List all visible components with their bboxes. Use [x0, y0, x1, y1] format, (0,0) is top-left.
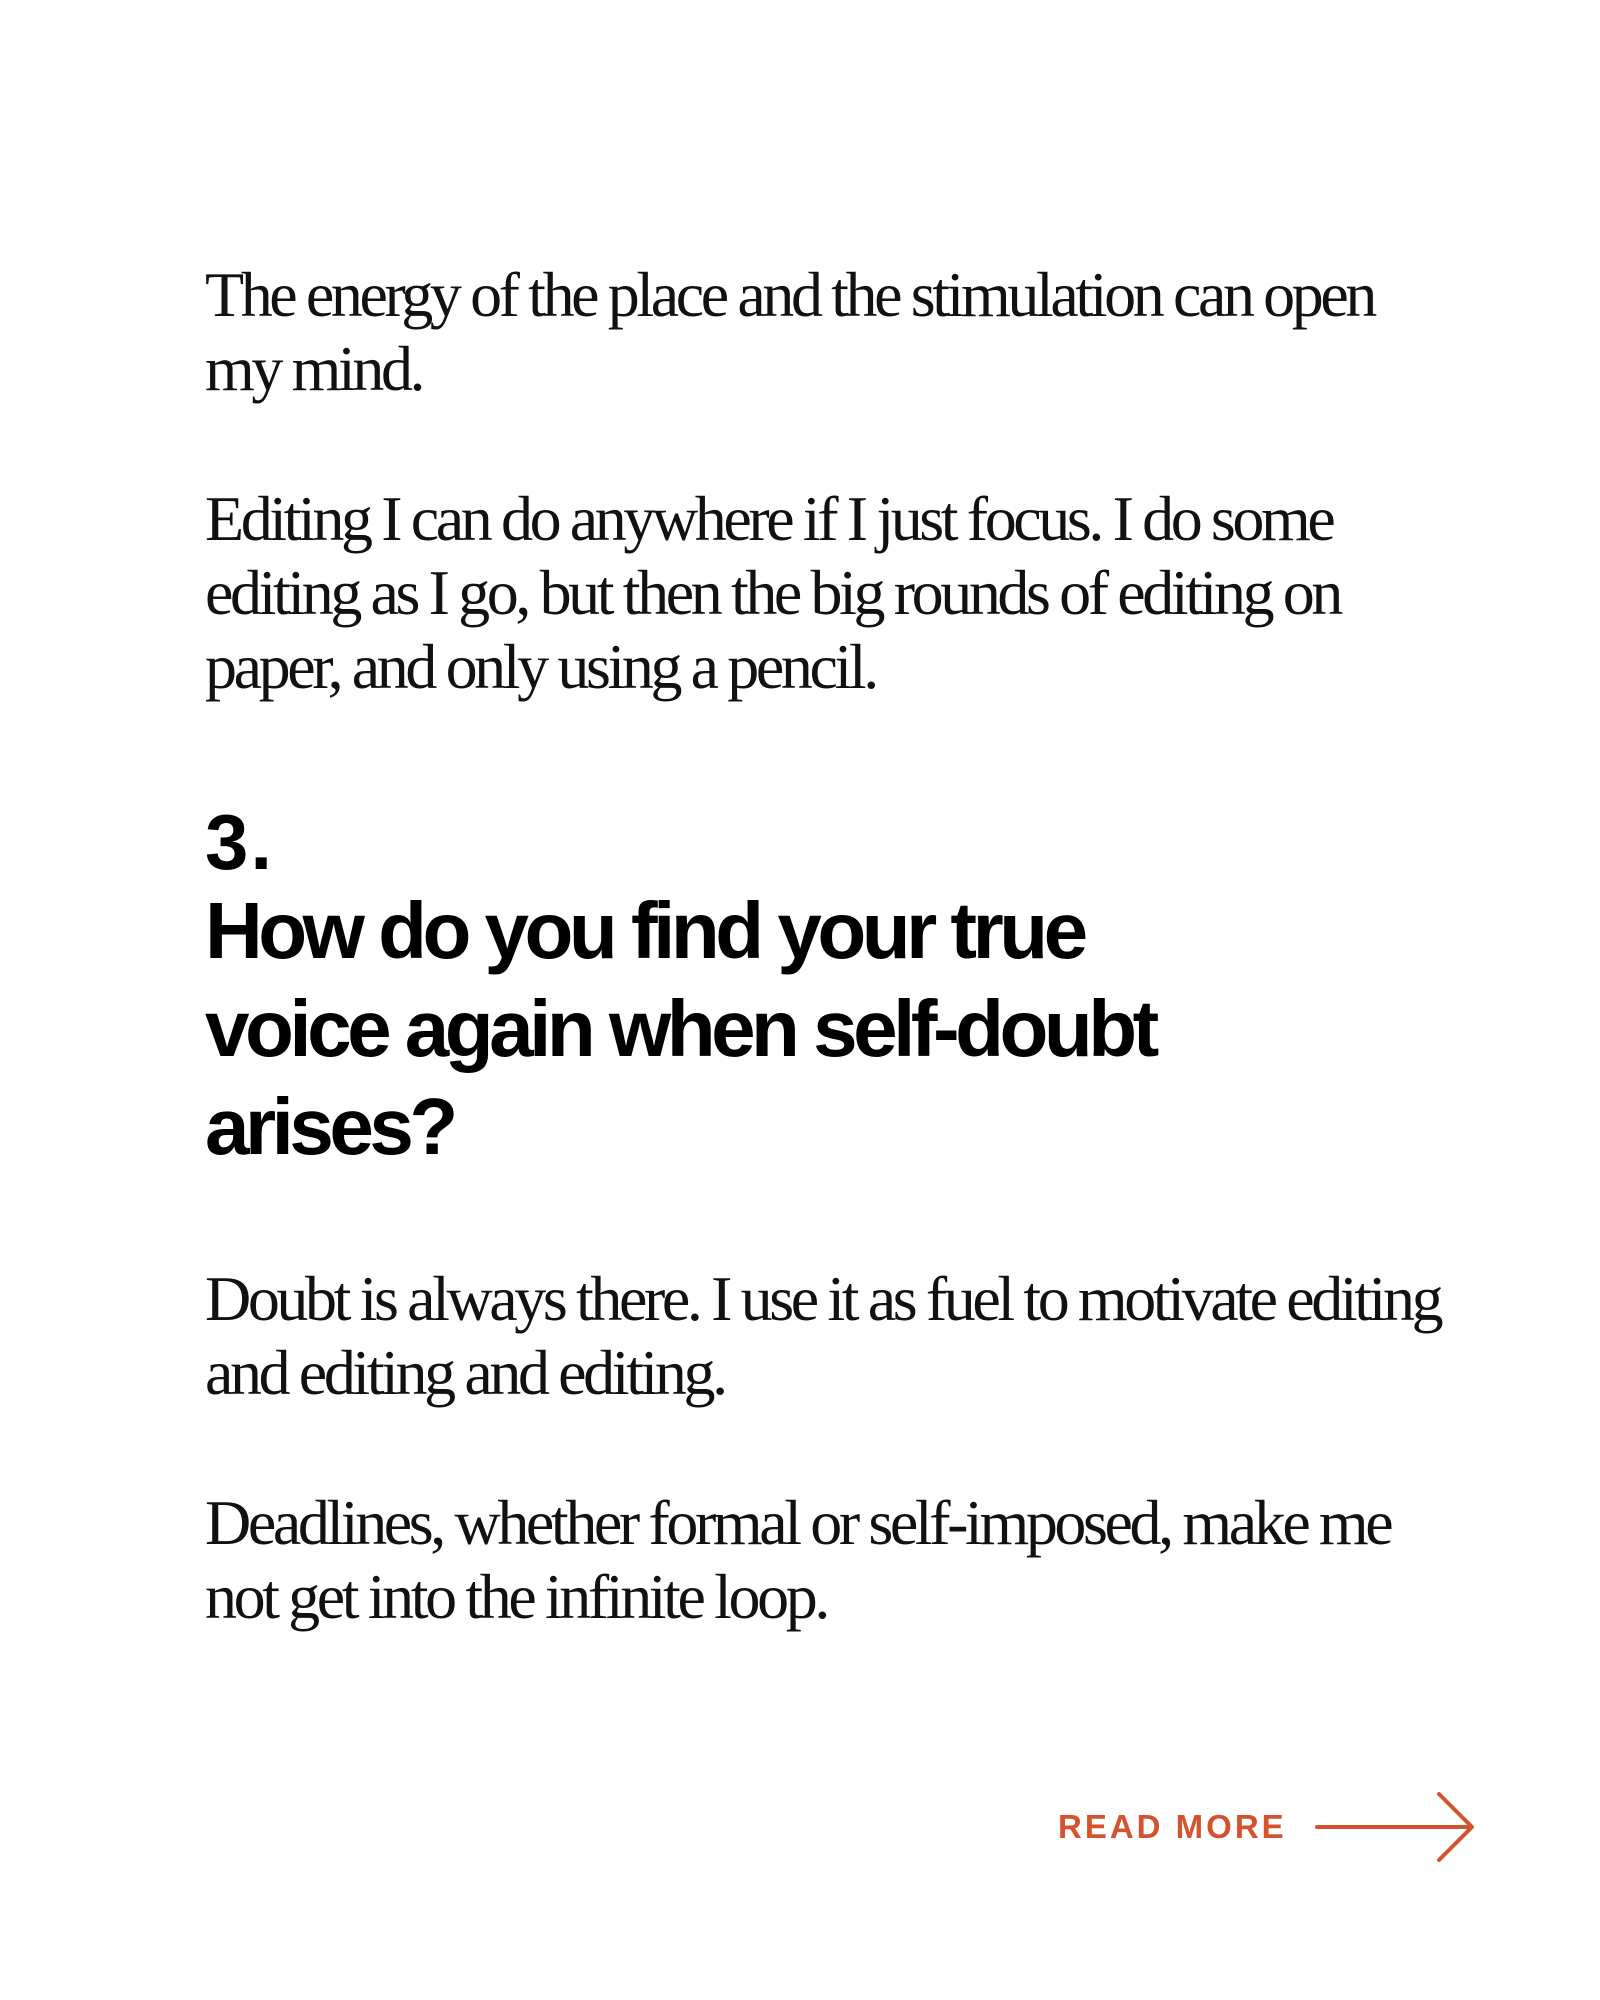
- paragraph-deadlines: Deadlines, whether formal or self-imposed, make me not get into the infinite loop.: [205, 1487, 1391, 1632]
- section-title-line: voice again when self-doubt: [205, 984, 1155, 1073]
- section-number: 3.: [205, 798, 275, 886]
- read-more-link[interactable]: [1058, 1790, 1477, 1864]
- section-title-line: arises?: [205, 1082, 454, 1171]
- paragraph-energy: The energy of the place and the stimulation can open my mind.: [205, 259, 1374, 404]
- article-content: [205, 258, 1455, 1634]
- section-title: [205, 882, 1455, 1176]
- read-more-label: READ MORE: [1058, 1808, 1287, 1845]
- paragraph-editing: Editing I can do anywhere if I just focus. I do some editing as I go, but then the big rounds of editing on paper, and only using a pencil.: [205, 483, 1340, 702]
- section-title-line: How do you find your true: [205, 886, 1084, 975]
- arrow-right-icon: [1315, 1790, 1477, 1864]
- paragraph-doubt: Doubt is always there. I use it as fuel to motivate editing and editing and editing.: [205, 1263, 1441, 1408]
